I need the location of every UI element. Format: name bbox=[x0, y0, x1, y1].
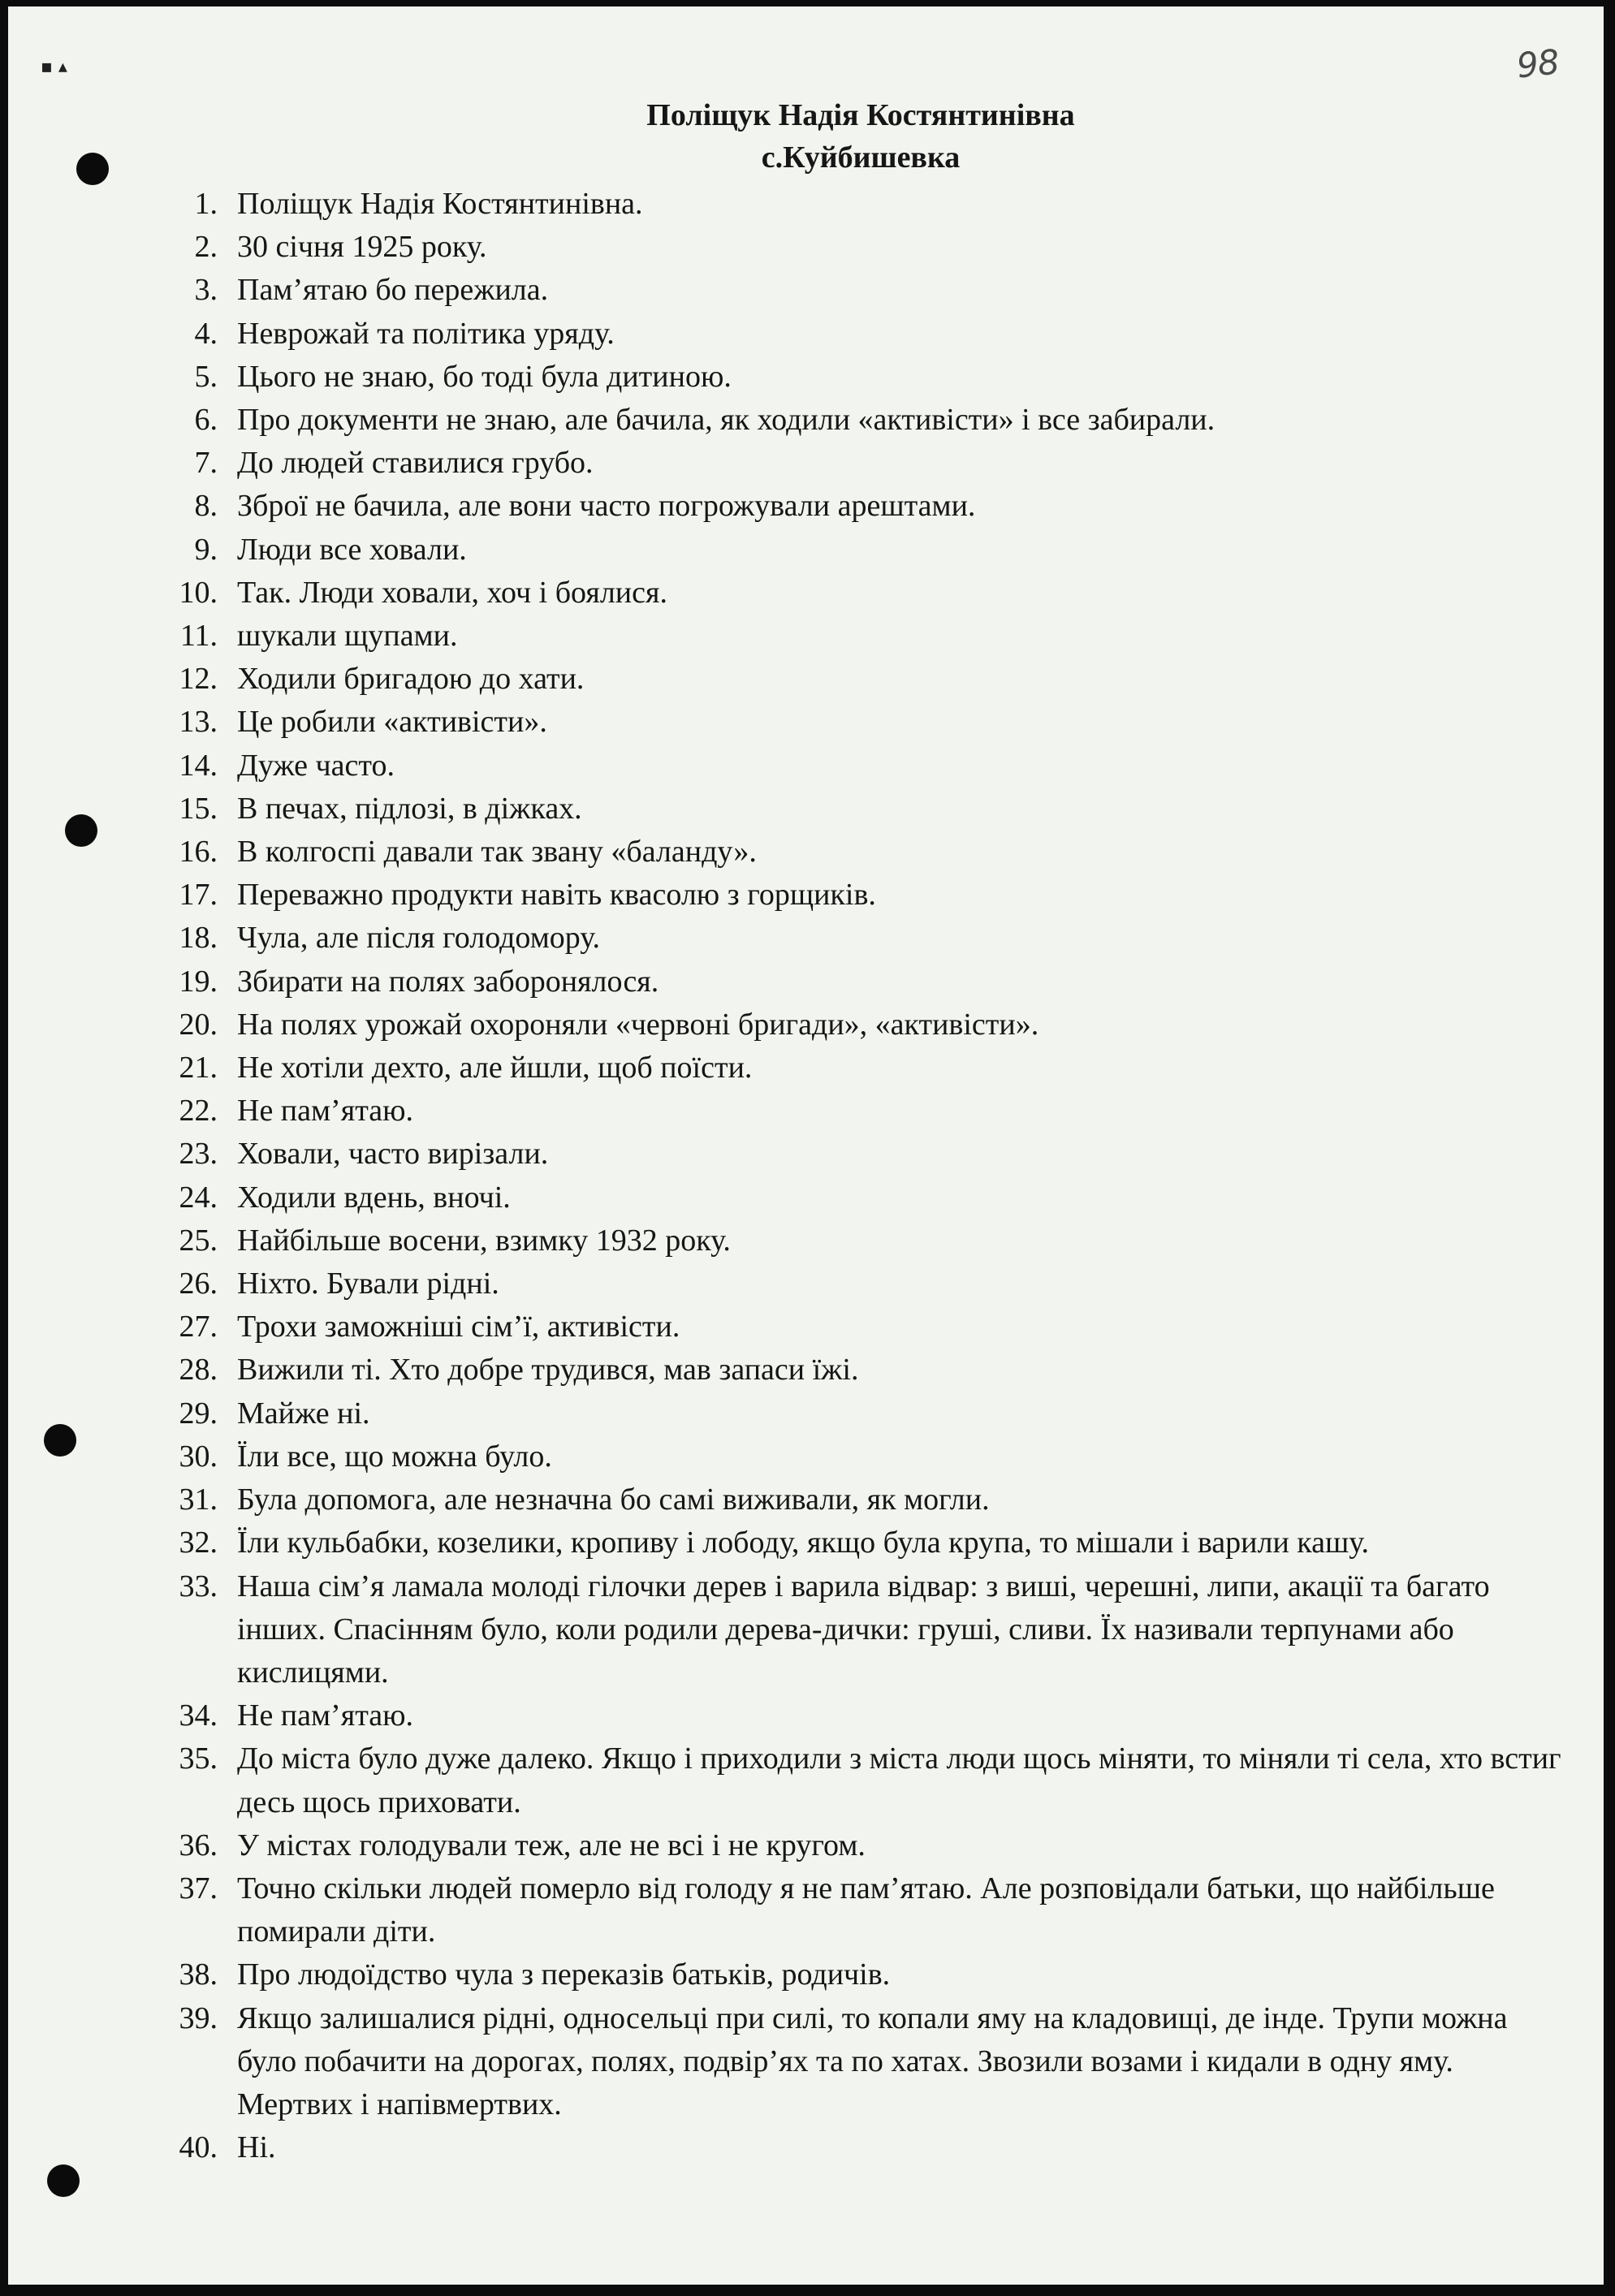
answer-item bbox=[138, 1003, 1567, 1047]
answer-item bbox=[138, 1349, 1567, 1392]
answer-number: 5. bbox=[194, 359, 218, 394]
answer-item bbox=[138, 1997, 1567, 2127]
answer-text: На полях урожай охороняли «червоні бригади», «активісти». bbox=[237, 1007, 1039, 1042]
answer-item bbox=[138, 1392, 1567, 1435]
answer-number: 15. bbox=[179, 791, 218, 826]
answer-item bbox=[138, 2126, 1567, 2169]
answer-text: До міста було дуже далеко. Якщо і приходили з міста люди щось міняти, то міняли ті села, хто встиг десь щось приховати. bbox=[237, 1741, 1561, 1819]
answer-number: 10. bbox=[179, 575, 218, 610]
answer-number: 9. bbox=[194, 532, 218, 567]
punch-hole-2 bbox=[65, 814, 97, 847]
document-header bbox=[8, 94, 1604, 179]
answer-text: Неврожай та політика уряду. bbox=[237, 316, 615, 351]
answer-number: 33. bbox=[179, 1569, 218, 1603]
answer-item bbox=[138, 1521, 1567, 1564]
answer-number: 12. bbox=[179, 662, 218, 697]
answer-number: 3. bbox=[194, 273, 218, 308]
answer-item bbox=[138, 1176, 1567, 1219]
answer-text: Їли все, що можна було. bbox=[237, 1439, 552, 1474]
answer-number: 20. bbox=[179, 1007, 218, 1042]
answer-number: 14. bbox=[179, 748, 218, 783]
answer-text: Була допомога, але незначна бо самі виживали, як могли. bbox=[237, 1482, 990, 1517]
answer-text: Поліщук Надія Костянтинівна. bbox=[237, 187, 643, 221]
answer-item bbox=[138, 874, 1567, 917]
answer-text: Не пам’ятаю. bbox=[237, 1094, 414, 1129]
answer-number: 2. bbox=[194, 230, 218, 265]
answer-text: Люди все ховали. bbox=[237, 532, 467, 567]
answer-text: Ходили бригадою до хати. bbox=[237, 662, 585, 697]
answer-item bbox=[138, 1090, 1567, 1133]
answer-number: 19. bbox=[179, 964, 218, 999]
answer-item bbox=[138, 1133, 1567, 1176]
answer-item bbox=[138, 226, 1567, 269]
answer-item bbox=[138, 1306, 1567, 1349]
answer-text: В колгоспі давали так звану «баланду». bbox=[237, 835, 757, 870]
answer-item bbox=[138, 1565, 1567, 1695]
answer-item bbox=[138, 1824, 1567, 1867]
answer-text: У містах голодували теж, але не всі і не кругом. bbox=[237, 1828, 866, 1862]
answer-item bbox=[138, 183, 1567, 226]
answer-item bbox=[138, 1047, 1567, 1090]
answer-text: Це робили «активісти». bbox=[237, 705, 547, 740]
answer-number: 35. bbox=[179, 1741, 218, 1776]
answer-number: 17. bbox=[179, 878, 218, 913]
answer-text: шукали щупами. bbox=[237, 619, 458, 654]
answer-text: Про документи не знаю, але бачила, як ходили «активісти» і все забирали. bbox=[237, 403, 1216, 438]
scan-specks: ▪ ▴ bbox=[41, 57, 67, 77]
answer-item bbox=[138, 399, 1567, 442]
answer-text: Збирати на полях заборонялося. bbox=[237, 964, 659, 999]
answer-item bbox=[138, 1867, 1567, 1953]
answer-text: 30 січня 1925 року. bbox=[237, 230, 487, 265]
answer-text: Ні. bbox=[237, 2130, 276, 2165]
answer-number: 37. bbox=[179, 1871, 218, 1905]
answer-number: 8. bbox=[194, 489, 218, 524]
answer-text: Дуже часто. bbox=[237, 748, 395, 783]
answer-number: 29. bbox=[179, 1396, 218, 1431]
answer-text: Найбільше восени, взимку 1932 року. bbox=[237, 1223, 731, 1258]
answer-item bbox=[138, 1694, 1567, 1737]
answer-text: Пам’ятаю бо пережила. bbox=[237, 273, 549, 308]
answer-number: 18. bbox=[179, 921, 218, 956]
answer-number: 25. bbox=[179, 1223, 218, 1258]
answer-item bbox=[138, 313, 1567, 356]
answer-number: 11. bbox=[179, 619, 218, 654]
answer-number: 13. bbox=[179, 705, 218, 740]
answer-item bbox=[138, 960, 1567, 1003]
answer-text: Цього не знаю, бо тоді була дитиною. bbox=[237, 359, 732, 394]
answer-item bbox=[138, 1737, 1567, 1823]
answer-item bbox=[138, 356, 1567, 399]
answer-item bbox=[138, 1478, 1567, 1521]
answer-number: 28. bbox=[179, 1353, 218, 1388]
answer-text: Наша сім’я ламала молоді гілочки дерев і варила відвар: з виші, черешні, липи, акації та багато інших. Спасінням було, коли родили дерева-дички: груші, сливи. Їх називали терпунами або кислицями. bbox=[237, 1569, 1490, 1690]
answer-text: Якщо залишалися рідні, односельці при силі, то копали яму на кладовищі, де інде. Трупи можна було побачити на дорогах, полях, подвір’ях та по хатах. Звозили возами і кидали в одну яму. Мертвих і напівмертвих. bbox=[237, 2000, 1508, 2121]
answer-text: Трохи заможніші сім’ї, активісти. bbox=[237, 1310, 680, 1344]
answer-text: Переважно продукти навіть квасолю з горщиків. bbox=[237, 878, 876, 913]
answer-item bbox=[138, 701, 1567, 744]
answer-number: 23. bbox=[179, 1137, 218, 1172]
answer-item bbox=[138, 615, 1567, 658]
answer-number: 31. bbox=[179, 1482, 218, 1517]
answer-number: 36. bbox=[179, 1828, 218, 1862]
answer-item bbox=[138, 1219, 1567, 1262]
answer-text: Вижили ті. Хто добре трудився, мав запаси їжі. bbox=[237, 1353, 859, 1388]
answer-number: 7. bbox=[194, 446, 218, 481]
answer-item bbox=[138, 529, 1567, 572]
punch-hole-3 bbox=[44, 1424, 76, 1457]
answer-item bbox=[138, 917, 1567, 960]
answer-text: Про людоїдство чула з переказів батьків, родичів. bbox=[237, 1957, 891, 1992]
answer-item bbox=[138, 442, 1567, 485]
answer-item bbox=[138, 744, 1567, 788]
answer-number: 38. bbox=[179, 1957, 218, 1992]
answer-number: 39. bbox=[179, 2000, 218, 2035]
handwritten-page-number: 98 bbox=[1514, 41, 1561, 86]
answer-item bbox=[138, 572, 1567, 615]
respondent-name: Поліщук Надія Костянтинівна bbox=[646, 98, 1075, 132]
answer-number: 30. bbox=[179, 1439, 218, 1474]
answer-number: 16. bbox=[179, 835, 218, 870]
document-page bbox=[8, 6, 1604, 2285]
answer-text: До людей ставилися грубо. bbox=[237, 446, 594, 481]
answer-item bbox=[138, 788, 1567, 831]
answer-item bbox=[138, 1435, 1567, 1478]
answer-text: Точно скільки людей померло від голоду я не пам’ятаю. Але розповідали батьки, що найбільше помирали діти. bbox=[237, 1871, 1495, 1949]
answer-number: 40. bbox=[179, 2130, 218, 2165]
answer-number: 21. bbox=[179, 1051, 218, 1085]
answer-item bbox=[138, 1262, 1567, 1306]
answer-number: 26. bbox=[179, 1267, 218, 1301]
answers-list bbox=[138, 183, 1567, 2169]
answer-text: Їли кульбабки, козелики, кропиву і лободу, якщо була крупа, то мішали і варили кашу. bbox=[237, 1526, 1369, 1560]
answer-text: Зброї не бачила, але вони часто погрожували арештами. bbox=[237, 489, 976, 524]
answer-number: 34. bbox=[179, 1698, 218, 1733]
answer-text: Ніхто. Бували рідні. bbox=[237, 1267, 499, 1301]
answer-number: 22. bbox=[179, 1094, 218, 1129]
answer-text: Так. Люди ховали, хоч і боялися. bbox=[237, 575, 667, 610]
punch-hole-4 bbox=[47, 2164, 80, 2197]
answer-item bbox=[138, 1953, 1567, 1996]
answer-item bbox=[138, 269, 1567, 312]
answer-text: Чула, але після голодомору. bbox=[237, 921, 600, 956]
answer-number: 24. bbox=[179, 1180, 218, 1215]
answer-number: 4. bbox=[194, 316, 218, 351]
answer-item bbox=[138, 485, 1567, 528]
answer-number: 6. bbox=[194, 403, 218, 438]
village-name: с.Куйбишевка bbox=[761, 140, 961, 175]
answer-number: 1. bbox=[194, 187, 218, 221]
answer-item bbox=[138, 658, 1567, 701]
answer-item bbox=[138, 831, 1567, 874]
answer-text: Ходили вдень, вночі. bbox=[237, 1180, 511, 1215]
answer-number: 27. bbox=[179, 1310, 218, 1344]
answer-text: Не хотіли дехто, але йшли, щоб поїсти. bbox=[237, 1051, 753, 1085]
answer-number: 32. bbox=[179, 1526, 218, 1560]
answer-text: В печах, підлозі, в діжках. bbox=[237, 791, 582, 826]
answer-text: Ховали, часто вирізали. bbox=[237, 1137, 549, 1172]
answer-text: Майже ні. bbox=[237, 1396, 370, 1431]
answer-text: Не пам’ятаю. bbox=[237, 1698, 414, 1733]
